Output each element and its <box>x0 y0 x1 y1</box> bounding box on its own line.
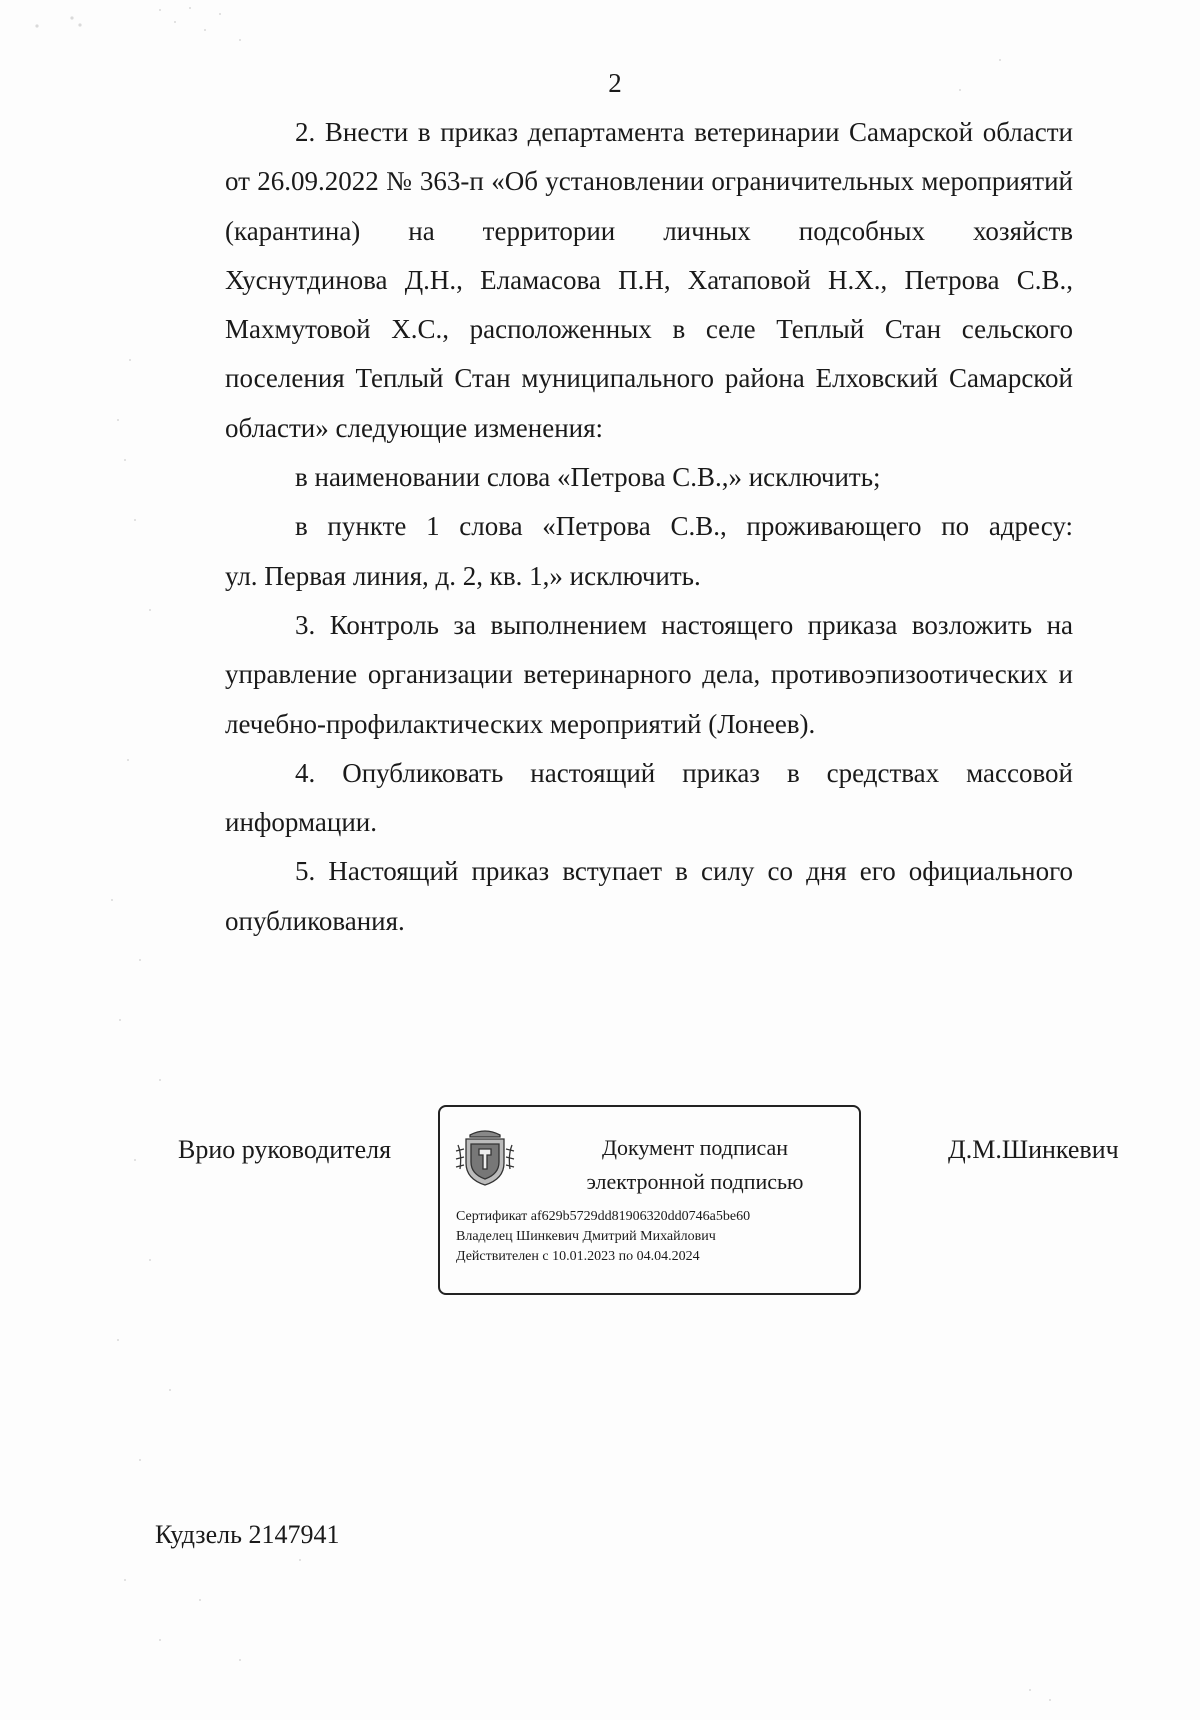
text-line: поселения Теплый Стан муниципального района Елховский Самарской <box>225 363 1073 394</box>
electronic-signature-stamp <box>438 1105 861 1295</box>
certificate-validity: Действителен с 10.01.2023 по 04.04.2024 <box>456 1249 700 1264</box>
signer-name: Д.М.Шинкевич <box>948 1135 1119 1164</box>
signer-position: Врио руководителя <box>178 1135 392 1164</box>
page-number: 2 <box>608 68 622 98</box>
certificate-owner: Владелец Шинкевич Дмитрий Михайлович <box>456 1229 716 1244</box>
text-line: Хуснутдинова Д.Н., Еламасова П.Н, Хатаповой Н.Х., Петрова С.В., <box>225 264 1073 295</box>
certificate-number: Сертификат af629b5729dd81906320dd0746a5be60 <box>456 1209 751 1224</box>
text-line: Махмутовой Х.С., расположенных в селе Теплый Стан сельского <box>225 314 1073 345</box>
stamp-heading-line: электронной подписью <box>586 1169 804 1194</box>
text-line: 3. Контроль за выполнением настоящего приказа возложить на <box>295 609 1073 640</box>
text-line: 5. Настоящий приказ вступает в силу со дня его официального <box>295 856 1073 887</box>
text-line: в наименовании слова «Петрова С.В.,» исключить; <box>295 462 881 493</box>
text-line: управление организации ветеринарного дела, противоэпизоотических и <box>225 659 1073 690</box>
text-line: от 26.09.2022 № 363-п «Об установлении ограничительных мероприятий <box>225 166 1073 197</box>
stamp-heading-line: Документ подписан <box>601 1135 789 1160</box>
coat-of-arms-icon <box>454 1125 516 1189</box>
text-line: (карантина) на территории личных подсобных хозяйств <box>225 215 1073 246</box>
text-line: лечебно-профилактических мероприятий (Лонеев). <box>225 708 816 739</box>
executor-info: Кудзель 2147941 <box>155 1520 340 1549</box>
paragraph-2 <box>155 108 1073 453</box>
paragraph-2-item-a <box>155 453 1073 502</box>
text-line: информации. <box>225 807 377 838</box>
text-line: 2. Внести в приказ департамента ветеринарии Самарской области <box>295 117 1073 147</box>
text-line: 4. Опубликовать настоящий приказ в средствах массовой <box>295 757 1073 788</box>
text-line: ул. Первая линия, д. 2, кв. 1,» исключить. <box>225 560 701 591</box>
paragraph-2-item-b <box>155 502 1073 601</box>
text-line: опубликования. <box>225 905 405 936</box>
text-line: области» следующие изменения: <box>225 412 604 443</box>
paragraph-5 <box>155 847 1073 946</box>
stamp-details <box>456 1207 750 1267</box>
stamp-heading <box>560 1131 830 1199</box>
paragraph-4 <box>155 749 1073 848</box>
text-line: в пункте 1 слова «Петрова С.В., проживающего по адресу: <box>295 511 1073 542</box>
document-body <box>155 108 1073 946</box>
paragraph-3 <box>155 601 1073 749</box>
